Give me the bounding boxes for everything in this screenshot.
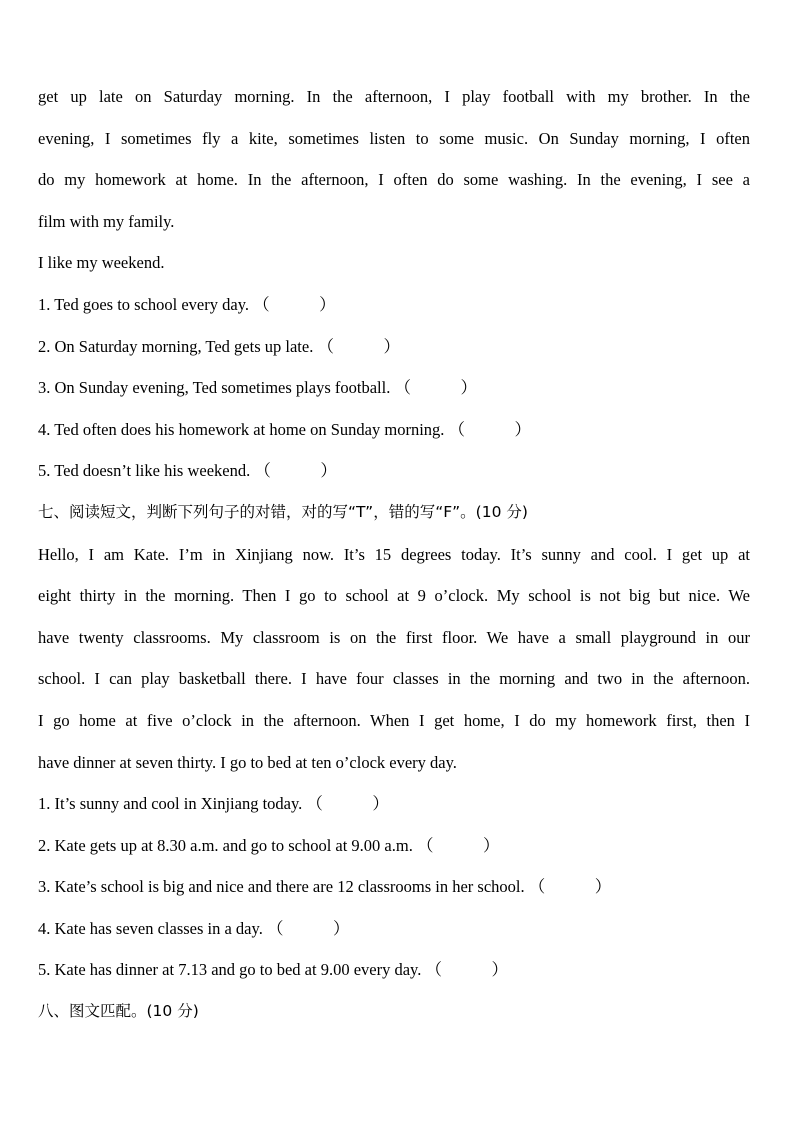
- question-text: 3. On Sunday evening, Ted sometimes plays football.: [38, 378, 391, 398]
- passage-line: do my homework at home. In the afternoon, I often do some washing. In the evening, I see a: [38, 170, 750, 190]
- question-text: 2. On Saturday morning, Ted gets up late.: [38, 336, 314, 356]
- passage-line: get up late on Saturday morning. In the afternoon, I play football with my brother. In the: [38, 87, 750, 106]
- answer-blank[interactable]: （ ）: [394, 378, 477, 398]
- question-item: [38, 866, 750, 908]
- question-item: [38, 825, 750, 867]
- answer-blank[interactable]: （ ）: [425, 960, 508, 980]
- question-list-seven: [38, 783, 750, 991]
- question-item: [38, 783, 750, 825]
- question-text: 3. Kate’s school is big and nice and there are 12 classrooms in her school.: [38, 877, 525, 897]
- answer-blank[interactable]: （ ）: [306, 794, 389, 814]
- passage-six: [38, 76, 750, 284]
- passage-line: evening, I sometimes fly a kite, sometimes listen to some music. On Sunday morning, I often: [38, 128, 750, 148]
- question-text: 4. Ted often does his homework at home on Sunday morning.: [38, 419, 445, 439]
- section-seven-heading: 七、阅读短文，判断下列句子的对错，对的写“T”，错的写“F”。(10 分): [38, 502, 528, 521]
- passage-line: eight thirty in the morning. Then I go to school at 9 o’clock. My school is not big but nice. We: [38, 586, 750, 606]
- answer-blank[interactable]: （ ）: [253, 294, 336, 314]
- question-text: 2. Kate gets up at 8.30 a.m. and go to school at 9.00 a.m.: [38, 835, 413, 855]
- question-item: [38, 367, 750, 409]
- question-item: [38, 284, 750, 326]
- passage-line: I go home at five o’clock in the afternoon. When I get home, I do my homework first, then I: [38, 710, 750, 730]
- question-text: 5. Ted doesn’t like his weekend.: [38, 461, 251, 481]
- passage-line: have dinner at seven thirty. I go to bed at ten o’clock every day.: [38, 752, 457, 772]
- answer-blank[interactable]: （ ）: [448, 419, 532, 439]
- passage-line: school. I can play basketball there. I have four classes in the morning and two in the afternoon.: [38, 669, 750, 689]
- passage-line: film with my family.: [38, 211, 175, 231]
- answer-blank[interactable]: （ ）: [416, 835, 500, 855]
- question-item: [38, 949, 750, 991]
- passage-seven: [38, 534, 750, 784]
- question-text: 1. It’s sunny and cool in Xinjiang today.: [38, 794, 303, 814]
- answer-blank[interactable]: （ ）: [266, 918, 350, 938]
- answer-blank[interactable]: （ ）: [254, 461, 337, 481]
- passage-line: Hello, I am Kate. I’m in Xinjiang now. It’s 15 degrees today. It’s sunny and cool. I get up at: [38, 544, 750, 564]
- question-text: 1. Ted goes to school every day.: [38, 294, 250, 314]
- question-item: [38, 326, 750, 368]
- exam-page: [38, 76, 750, 1033]
- question-text: 5. Kate has dinner at 7.13 and go to bed at 9.00 every day.: [38, 960, 422, 980]
- answer-blank[interactable]: （ ）: [317, 336, 400, 356]
- question-item: [38, 450, 750, 492]
- passage-line: have twenty classrooms. My classroom is on the first floor. We have a small playground in our: [38, 627, 750, 647]
- passage-line: I like my weekend.: [38, 253, 165, 273]
- question-item: [38, 409, 750, 451]
- question-list-six: [38, 284, 750, 492]
- question-item: [38, 908, 750, 950]
- answer-blank[interactable]: （ ）: [528, 877, 612, 897]
- section-eight-heading: 八、图文匹配。(10 分): [38, 1002, 199, 1021]
- question-text: 4. Kate has seven classes in a day.: [38, 918, 263, 938]
